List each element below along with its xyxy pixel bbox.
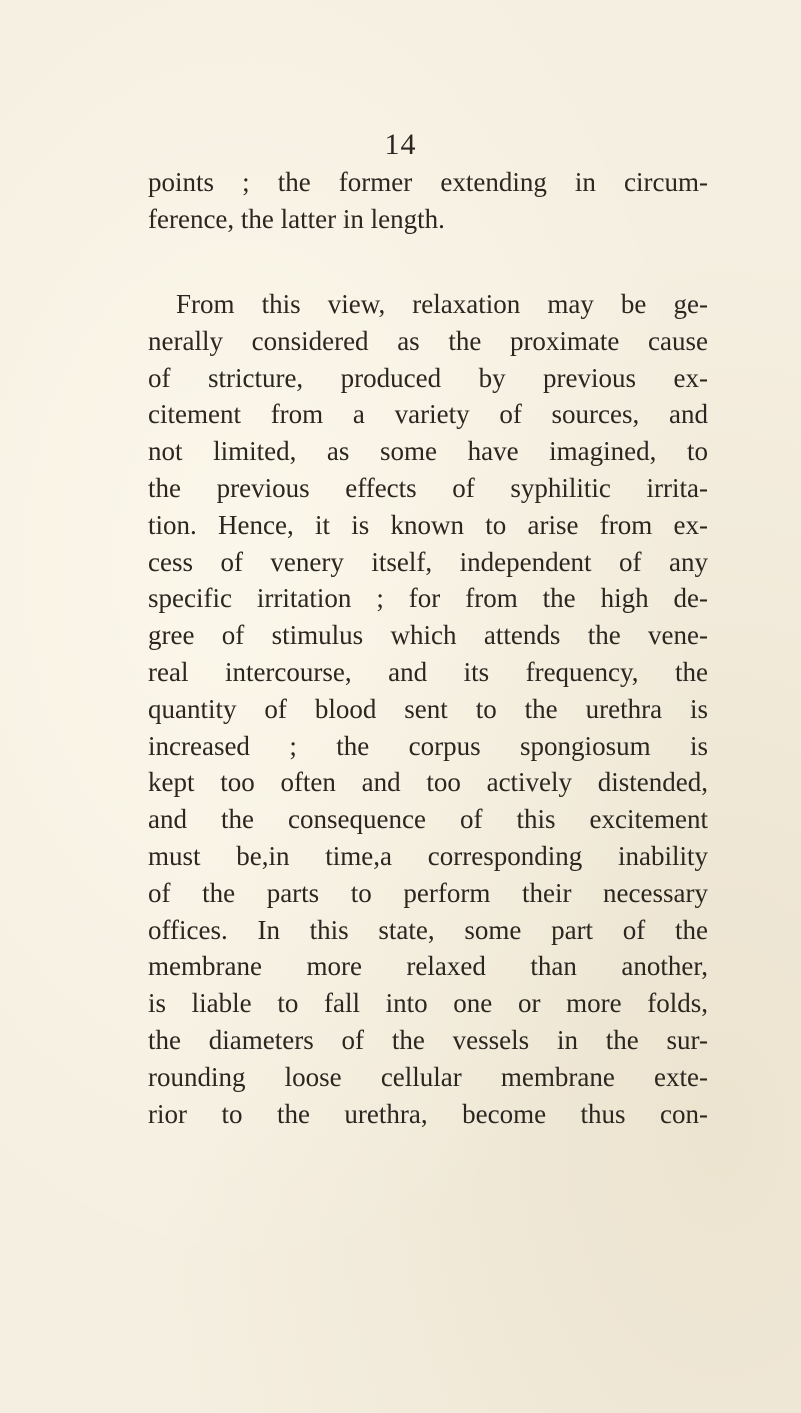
text-line: ference, the latter in length.: [148, 203, 445, 234]
text-line: From this view, relaxation may be ge-: [176, 289, 708, 319]
text-line: is liable to fall into one or more folds,: [148, 988, 708, 1019]
page-number: 14: [384, 128, 417, 161]
text-line: points ; the former extending in circum-: [148, 167, 708, 197]
text-line: rounding loose cellular membrane exte-: [148, 1061, 708, 1092]
text-line: of stricture, produced by previous ex-: [148, 362, 708, 393]
text-line: tion. Hence, it is known to arise from ex-: [148, 509, 708, 540]
text-line: gree of stimulus which attends the vene-: [148, 620, 708, 651]
text-line: offices. In this state, some part of the: [148, 914, 708, 945]
text-line: quantity of blood sent to the urethra is: [148, 693, 708, 724]
text-line: nerally considered as the proximate cause: [148, 325, 708, 356]
text-line: and the consequence of this excitement: [148, 804, 708, 835]
text-line: real intercourse, and its frequency, the: [148, 656, 708, 687]
text-line: not limited, as some have imagined, to: [148, 436, 708, 467]
text-line: membrane more relaxed than another,: [148, 951, 708, 982]
text-line: rior to the urethra, become thus con-: [148, 1098, 708, 1129]
text-line: the diameters of the vessels in the sur-: [148, 1024, 708, 1055]
body-paragraph: [148, 286, 708, 1132]
text-line: the previous effects of syphilitic irrita-: [148, 472, 708, 503]
text-line: must be,in time,a corresponding inability: [148, 840, 708, 871]
text-line: kept too often and too actively distended,: [148, 767, 708, 798]
text-line: increased ; the corpus spongiosum is: [148, 730, 708, 761]
text-line: cess of venery itself, independent of any: [148, 546, 708, 577]
text-line: of the parts to perform their necessary: [148, 877, 708, 908]
text-line: citement from a variety of sources, and: [148, 399, 708, 430]
continued-text: [148, 164, 708, 238]
text-line: specific irritation ; for from the high de-: [148, 583, 708, 614]
